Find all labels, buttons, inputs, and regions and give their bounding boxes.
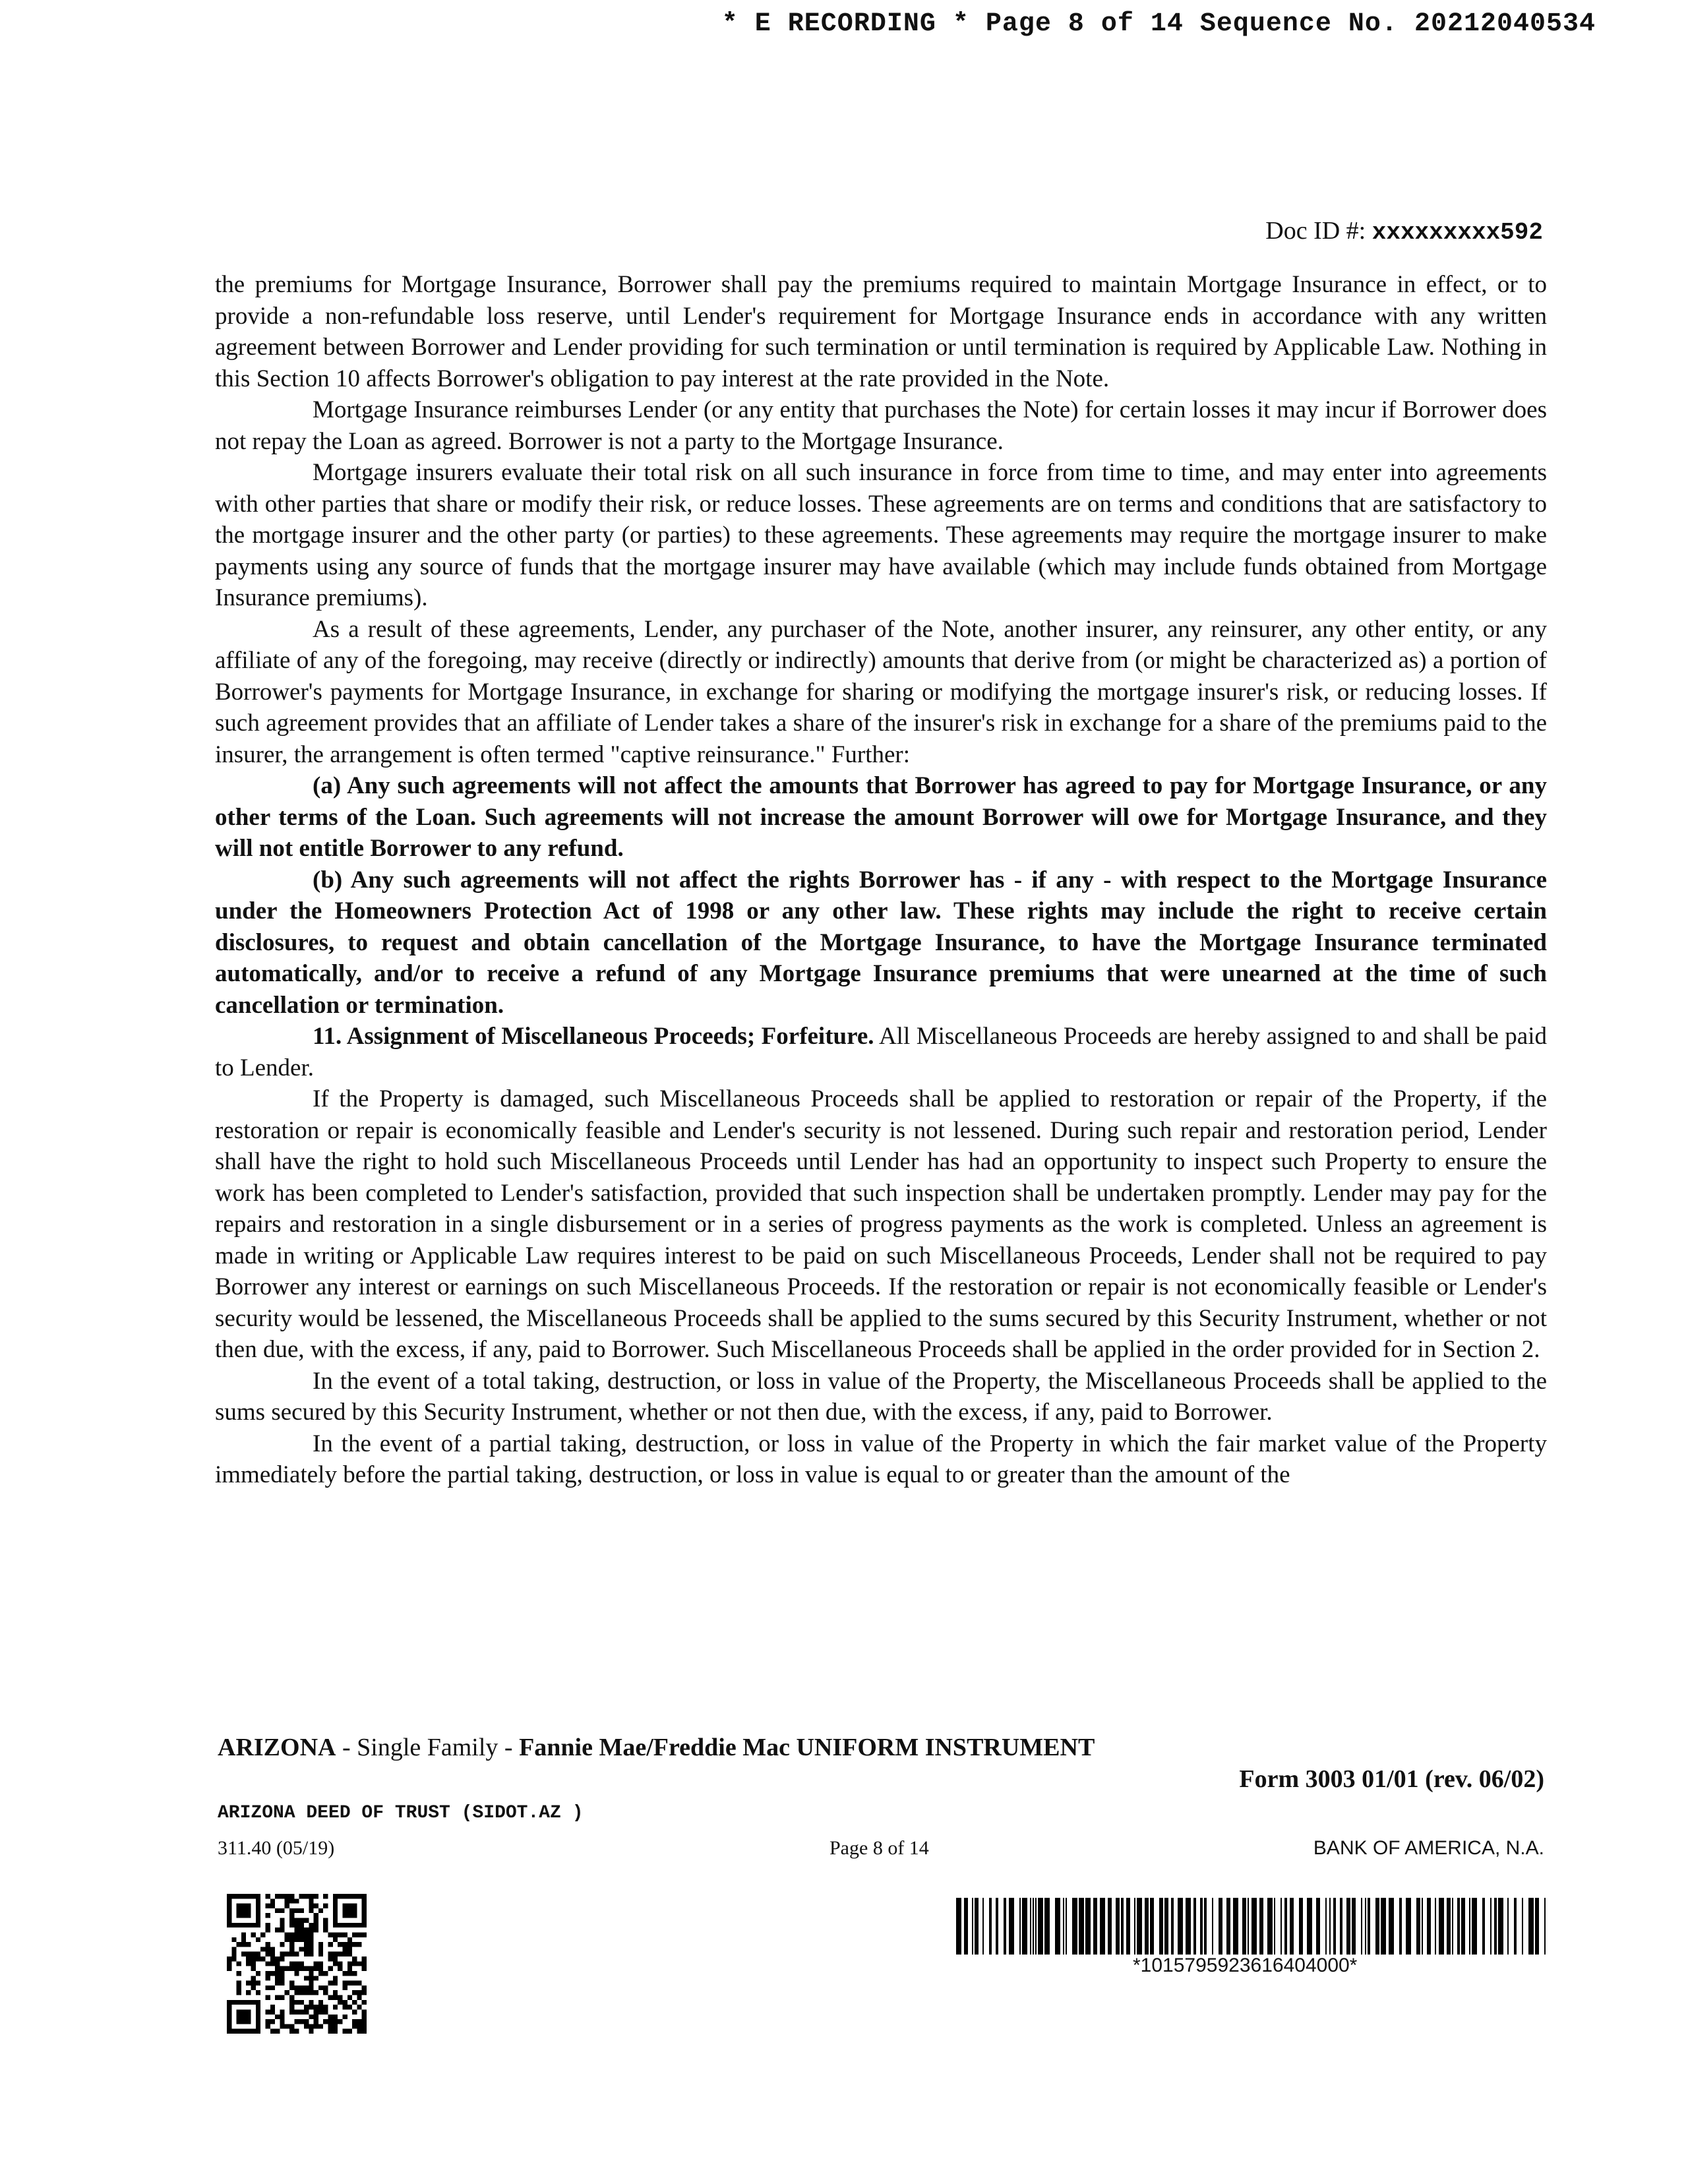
barcode-number: *1015795923616404000* bbox=[1133, 1955, 1358, 1976]
footer-title bbox=[218, 1733, 1095, 1762]
form-number: Form 3003 01/01 (rev. 06/02) bbox=[1239, 1765, 1544, 1793]
doc-id-value: xxxxxxxxx592 bbox=[1372, 219, 1543, 246]
paragraph-damage: If the Property is damaged, such Miscellaneous Proceeds shall be applied to restoration or repair of the Property, if the restoration or repair is economically feasible and Lender's security is not lessened. During such repair and restoration period, Lender shall have the right to hold such Miscellaneous Proceeds until Lender has had an opportunity to inspect such Property to ensure the work has been completed to Lender's satisfaction, provided that such inspection shall be undertaken promptly. Lender may pay for the repairs and restoration in a single disbursement or in a series of progress payments as the work is completed. Unless an agreement is made in writing or Applicable Law requires interest to be paid on such Miscellaneous Proceeds, Lender shall not be required to pay Borrower any interest or earnings on such Miscellaneous Proceeds. If the restoration or repair is not economically feasible or Lender's security would be lessened, the Miscellaneous Proceeds shall be applied to the sums secured by this Security Instrument, whether or not then due, with the excess, if any, paid to Borrower. Such Miscellaneous Proceeds shall be applied in the order provided for in Section 2. bbox=[215, 1085, 1547, 1363]
paragraph-2: Mortgage Insurance reimburses Lender (or any entity that purchases the Note) for certain losses it may incur if Borrower does not repay the Loan as agreed. Borrower is not a party to the Mortgage Insurance. bbox=[215, 396, 1547, 455]
paragraph-a: (a) Any such agreements will not affect the amounts that Borrower has agreed to pay for Mortgage Insurance, or any other terms of the Loan. Such agreements will not increase the amount Borrower will owe for Mortgage Insurance, and they will not entitle Borrower to any refund. bbox=[215, 772, 1547, 862]
paragraph-total-taking: In the event of a total taking, destruction, or loss in value of the Property, the Miscellaneous Proceeds shall be applied to the sums secured by this Security Instrument, whether or not then due, with the excess, if any, paid to Borrower. bbox=[215, 1367, 1547, 1426]
paragraph-partial-taking: In the event of a partial taking, destruction, or loss in value of the Property in which the fair market value of the Property immediately before the partial taking, destruction, or loss in value is equal to or greater than the amount of the bbox=[215, 1430, 1547, 1488]
form-code: 311.40 (05/19) bbox=[218, 1837, 335, 1859]
paragraph-1: the premiums for Mortgage Insurance, Borrower shall pay the premiums required to maintain Mortgage Insurance in effect, or to provide a non-refundable loss reserve, until Lender's requirement for Mortgage Insurance ends in accordance with any written agreement between Borrower and Lender providing for such termination or until termination is required by Applicable Law. Nothing in this Section 10 affects Borrower's obligation to pay interest at the rate provided in the Note. bbox=[215, 271, 1547, 392]
footer-state: ARIZONA bbox=[218, 1734, 336, 1761]
qr-code bbox=[227, 1894, 367, 2034]
recording-header: * E RECORDING * Page 8 of 14 Sequence No. 20212040534 bbox=[721, 9, 1596, 39]
deed-name: ARIZONA DEED OF TRUST (SIDOT.AZ ) bbox=[218, 1803, 584, 1823]
paragraph-3: Mortgage insurers evaluate their total risk on all such insurance in force from time to time, and may enter into agreements with other parties that share or modify their risk, or reduce losses. These agreements are on terms and conditions that are satisfactory to the mortgage insurer and the other party (or parties) to these agreements. These agreements may require the mortgage insurer to make payments using any source of funds that the mortgage insurer may have available (which may include funds obtained from Mortgage Insurance premiums). bbox=[215, 459, 1547, 611]
paragraph-4: As a result of these agreements, Lender, any purchaser of the Note, another insurer, any reinsurer, any other entity, or any affiliate of any of the foregoing, may receive (directly or indirectly) amounts that derive from (or might be characterized as) a portion of Borrower's payments for Mortgage Insurance, in exchange for sharing or modifying the mortgage insurer's risk, or reducing losses. If such agreement provides that an affiliate of Lender takes a share of the insurer's risk in exchange for a share of the premiums paid to the insurer, the arrangement is often termed "captive reinsurance." Further: bbox=[215, 615, 1547, 768]
document-body bbox=[215, 269, 1547, 1491]
doc-id-label: Doc ID #: bbox=[1265, 217, 1366, 245]
paragraph-b: (b) Any such agreements will not affect the rights Borrower has - if any - with respect to the Mortgage Insurance under the Homeowners Protection Act of 1998 or any other law. These rights may include the right to receive certain disclosures, to request and obtain cancellation of the Mortgage Insurance, to have the Mortgage Insurance terminated automatically, and/or to receive a refund of any Mortgage Insurance premiums that were unearned at the time of such cancellation or termination. bbox=[215, 866, 1547, 1019]
section-11 bbox=[215, 1021, 1547, 1083]
section-11-text: All Miscellaneous Proceeds are hereby assigned to and shall be paid to Lender. bbox=[215, 1023, 1548, 1081]
doc-id bbox=[1265, 216, 1543, 246]
section-11-heading: 11. Assignment of Miscellaneous Proceeds; Forfeiture. bbox=[313, 1023, 874, 1050]
bank-name: BANK OF AMERICA, N.A. bbox=[1313, 1837, 1544, 1859]
footer-instrument: Fannie Mae/Freddie Mac UNIFORM INSTRUMENT bbox=[519, 1734, 1095, 1761]
page-number: Page 8 of 14 bbox=[829, 1837, 929, 1859]
footer-sep: - Single Family - bbox=[336, 1734, 520, 1761]
barcode bbox=[956, 1898, 1547, 1955]
